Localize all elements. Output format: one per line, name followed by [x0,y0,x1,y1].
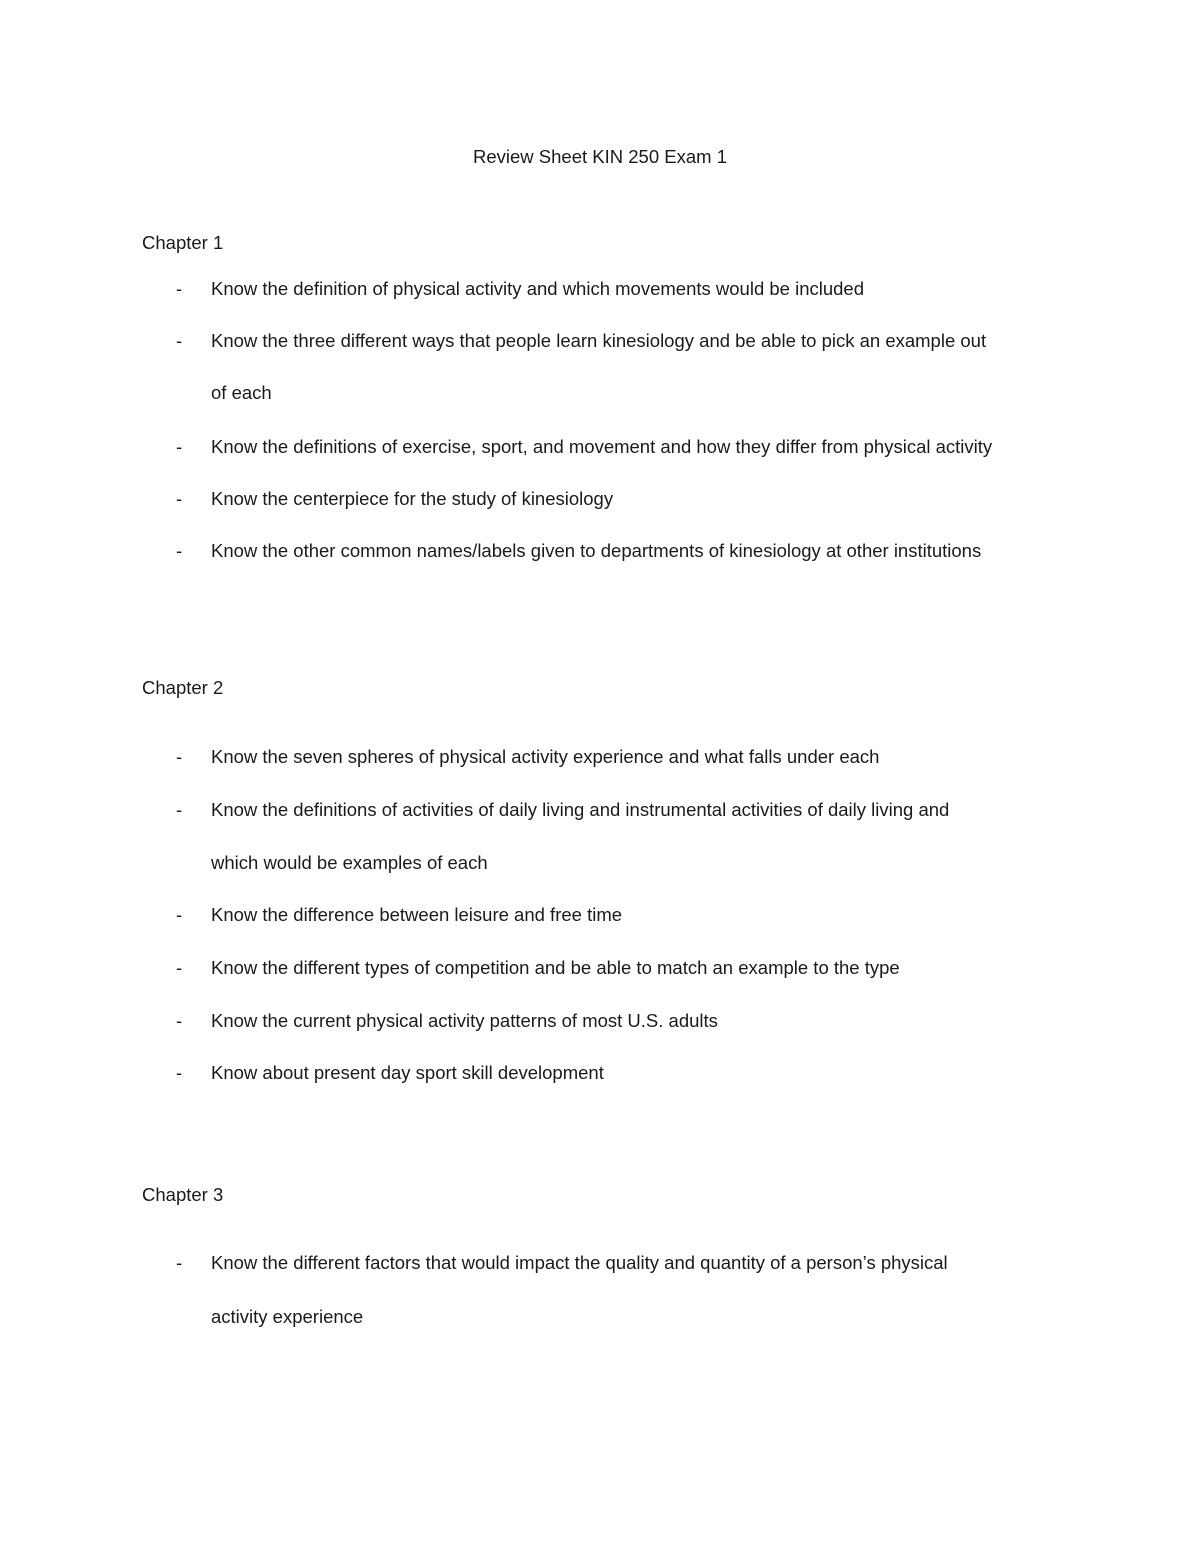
bullet-marker: - [176,1062,183,1083]
list-item: Know the three different ways that people learn kinesiology and be able to pick an example out [211,330,987,351]
bullet-marker: - [176,1252,183,1273]
bullet-marker: - [176,488,183,509]
bullet-marker: - [176,746,183,767]
list-item: Know the definitions of activities of daily living and instrumental activities of daily living and [211,799,950,820]
list-item: Know about present day sport skill development [211,1062,604,1083]
chapter-1-heading: Chapter 1 [142,232,224,253]
chapter-2-heading: Chapter 2 [142,677,224,698]
bullet-marker: - [176,799,183,820]
bullet-marker: - [176,540,183,561]
list-item: Know the centerpiece for the study of kinesiology [211,488,614,509]
list-item: Know the other common names/labels given to departments of kinesiology at other institutions [211,540,982,561]
bullet-marker: - [176,1010,183,1031]
list-item-continuation: activity experience [211,1306,364,1327]
document-title: Review Sheet KIN 250 Exam 1 [473,146,727,167]
bullet-marker: - [176,278,183,299]
list-item: Know the seven spheres of physical activity experience and what falls under each [211,746,880,767]
list-item-continuation: of each [211,382,272,403]
list-item: Know the different types of competition and be able to match an example to the type [211,957,900,978]
bullet-marker: - [176,330,183,351]
list-item: Know the current physical activity patterns of most U.S. adults [211,1010,718,1031]
list-item: Know the different factors that would impact the quality and quantity of a person’s physical [211,1252,948,1273]
bullet-marker: - [176,436,183,457]
list-item: Know the definitions of exercise, sport, and movement and how they differ from physical activity [211,436,993,457]
list-item: Know the definition of physical activity and which movements would be included [211,278,865,299]
chapter-3-heading: Chapter 3 [142,1184,224,1205]
bullet-marker: - [176,957,183,978]
bullet-marker: - [176,904,183,925]
list-item-continuation: which would be examples of each [211,852,488,873]
list-item: Know the difference between leisure and free time [211,904,623,925]
